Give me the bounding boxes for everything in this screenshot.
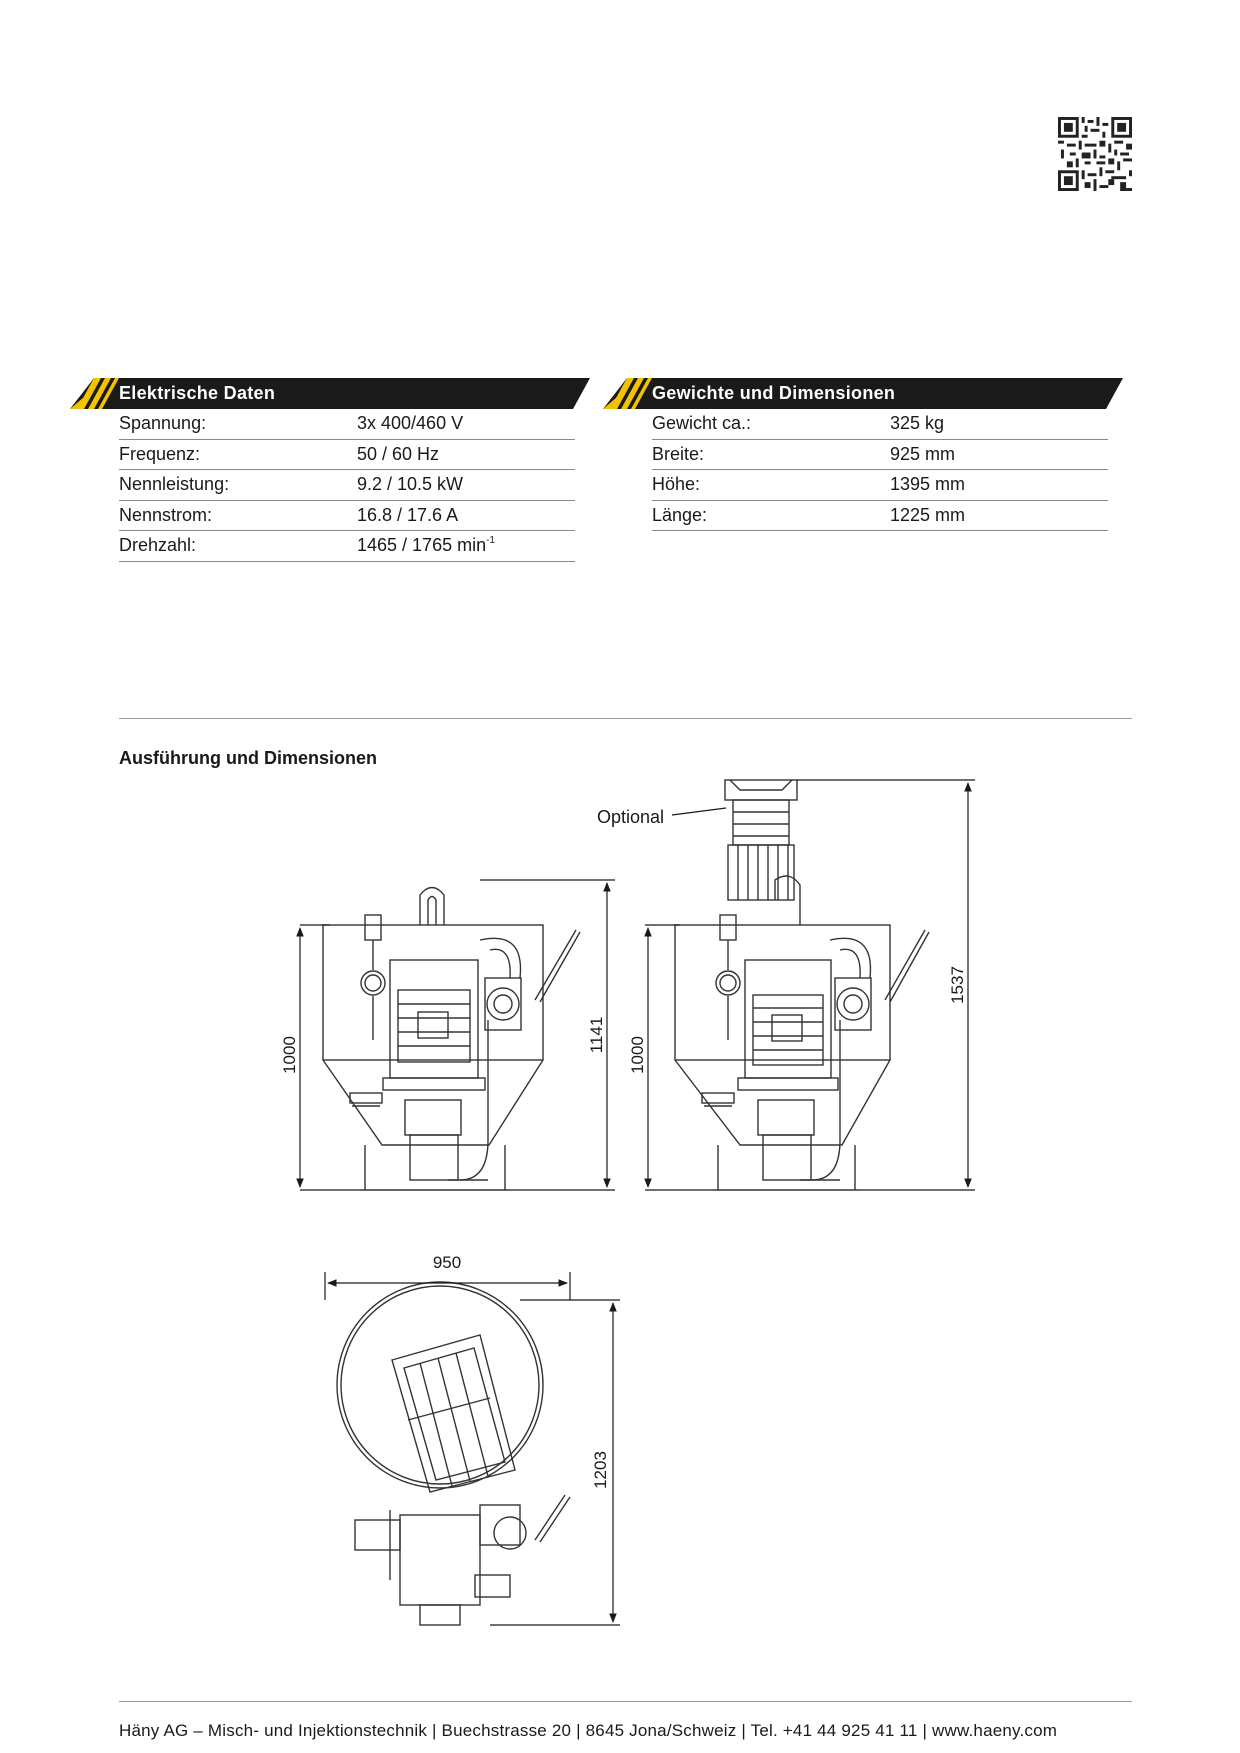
front-height-label: 1000 (280, 1036, 299, 1074)
footer-contact: Häny AG – Misch- und Injektionstechnik | Buechstrasse 20 | 8645 Jona/Schweiz | Tel. +41 44 925 41 11 | www.haeny.com (119, 1721, 1058, 1740)
divider-bottom (119, 1701, 1132, 1702)
spec-row-width: Breite: 925 mm (652, 440, 1108, 471)
top-dimensions (325, 1272, 620, 1625)
side-total-height-label: 1537 (948, 966, 967, 1004)
spec-row-power: Nennleistung: 9.2 / 10.5 kW (119, 470, 575, 501)
top-length-label: 1203 (591, 1451, 610, 1489)
side-dimensions (645, 780, 975, 1190)
spec-row-length: Länge: 1225 mm (652, 501, 1108, 532)
top-width-label: 950 (432, 1253, 462, 1272)
spec-row-voltage: Spannung: 3x 400/460 V (119, 409, 575, 440)
section-title: Ausführung und Dimensionen (119, 748, 377, 768)
side-view (675, 780, 929, 1190)
optional-label: Optional (597, 807, 665, 827)
spec-row-height: Höhe: 1395 mm (652, 470, 1108, 501)
top-view (337, 1282, 570, 1625)
spec-row-frequency: Frequenz: 50 / 60 Hz (119, 440, 575, 471)
spec-row-current: Nennstrom: 16.8 / 17.6 A (119, 501, 575, 532)
spec-row-weight: Gewicht ca.: 325 kg (652, 409, 1108, 440)
front-total-height-label: 1141 (587, 1016, 606, 1054)
electrical-data-title: Elektrische Daten (119, 383, 276, 403)
side-height-label: 1000 (628, 1036, 647, 1074)
spec-row-speed: Drehzahl: 1465 / 1765 $\min^{-1}$ (119, 531, 575, 562)
front-view (323, 888, 580, 1191)
weights-dimensions-title: Gewichte und Dimensionen (652, 383, 896, 403)
